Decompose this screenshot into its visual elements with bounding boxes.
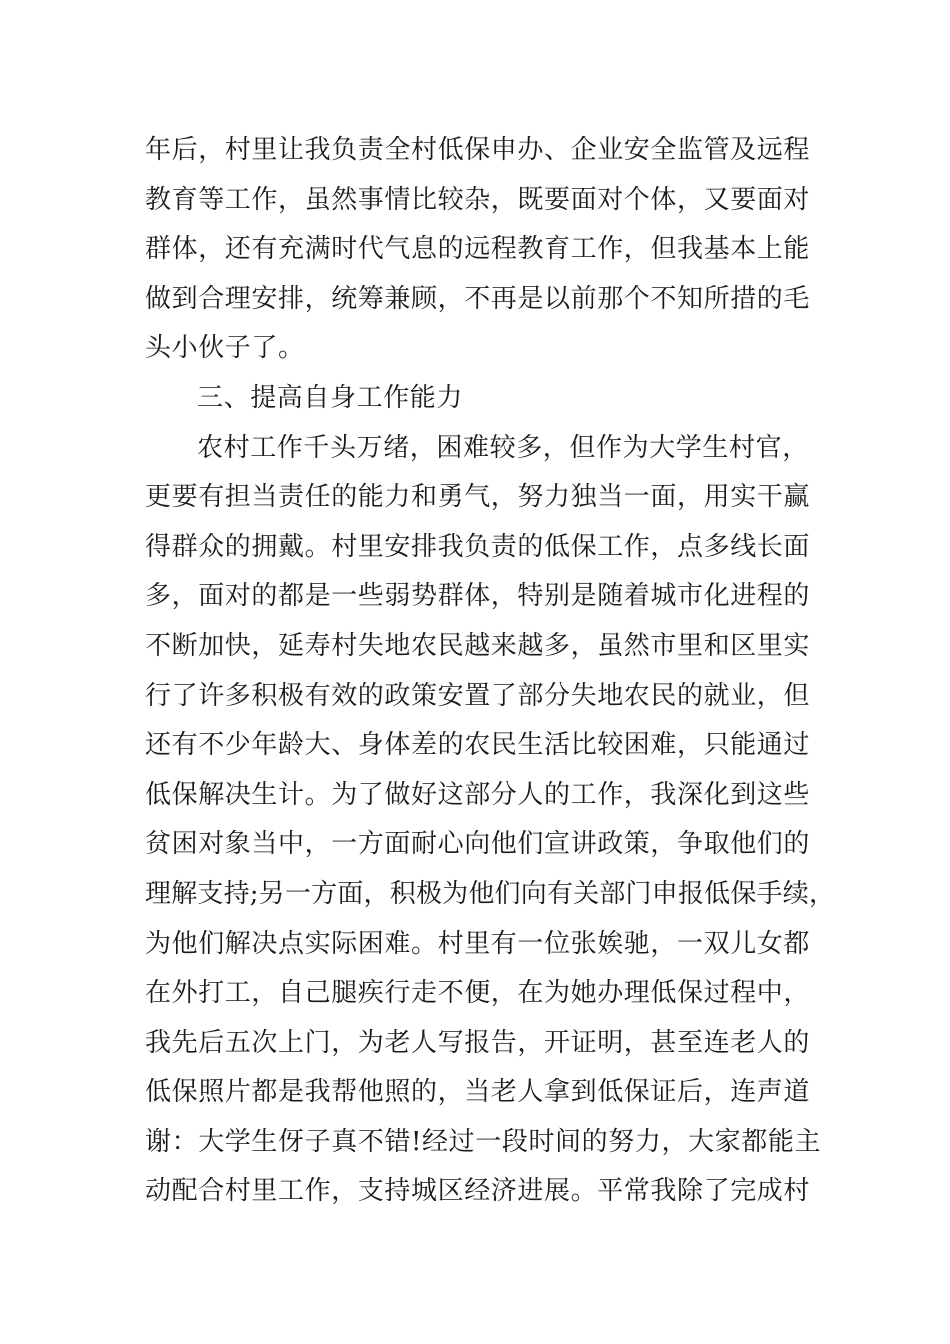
text-line: 做到合理安排，统筹兼顾，不再是以前那个不知所措的毛 <box>145 283 811 314</box>
text-line: 年后，村里让我负责全村低保申办、企业安全监管及远程 <box>145 135 811 165</box>
text-line: 得群众的拥戴。村里安排我负责的低保工作，点多线长面 <box>145 531 811 562</box>
document-body <box>145 126 835 1217</box>
text-line: 多，面对的都是一些弱势群体，特别是随着城市化进程的 <box>145 581 811 612</box>
text-line: 三、提高自身工作能力 <box>197 382 464 413</box>
text-line: 贫困对象当中，一方面耐心向他们宣讲政策，争取他们的 <box>145 829 811 860</box>
text-line: 行了许多积极有效的政策安置了部分失地农民的就业，但 <box>145 680 811 711</box>
text-line: 群体，还有充满时代气息的远程教育工作，但我基本上能 <box>145 234 811 265</box>
text-line: 理解支持;另一方面，积极为他们向有关部门申报低保手续， <box>145 878 836 909</box>
text-line: 我先后五次上门，为老人写报告，开证明，甚至连老人的 <box>145 1027 811 1058</box>
text-line: 动配合村里工作，支持城区经济进展。平常我除了完成村 <box>145 1176 811 1207</box>
text-line: 还有不少年龄大、身体差的农民生活比较困难，只能通过 <box>145 730 811 761</box>
text-line: 在外打工，自己腿疾行走不便，在为她办理低保过程中， <box>145 978 811 1009</box>
text-line: 农村工作千头万绪，困难较多，但作为大学生村官， <box>197 432 809 463</box>
text-line: 低保解决生计。为了做好这部分人的工作，我深化到这些 <box>145 779 811 810</box>
text-line: 为他们解决点实际困难。村里有一位张娭驰，一双儿女都 <box>145 928 811 959</box>
text-line: 更要有担当责任的能力和勇气，努力独当一面，用实干赢 <box>145 482 811 513</box>
text-line: 谢：大学生伢子真不错!经过一段时间的努力，大家都能主 <box>145 1126 822 1157</box>
text-line: 低保照片都是我帮他照的，当老人拿到低保证后，连声道 <box>145 1077 811 1108</box>
text-line: 头小伙子了。 <box>145 333 305 364</box>
text-line: 教育等工作，虽然事情比较杂，既要面对个体，又要面对 <box>145 184 811 215</box>
text-line: 不断加快，延寿村失地农民越来越多，虽然市里和区里实 <box>145 630 811 661</box>
